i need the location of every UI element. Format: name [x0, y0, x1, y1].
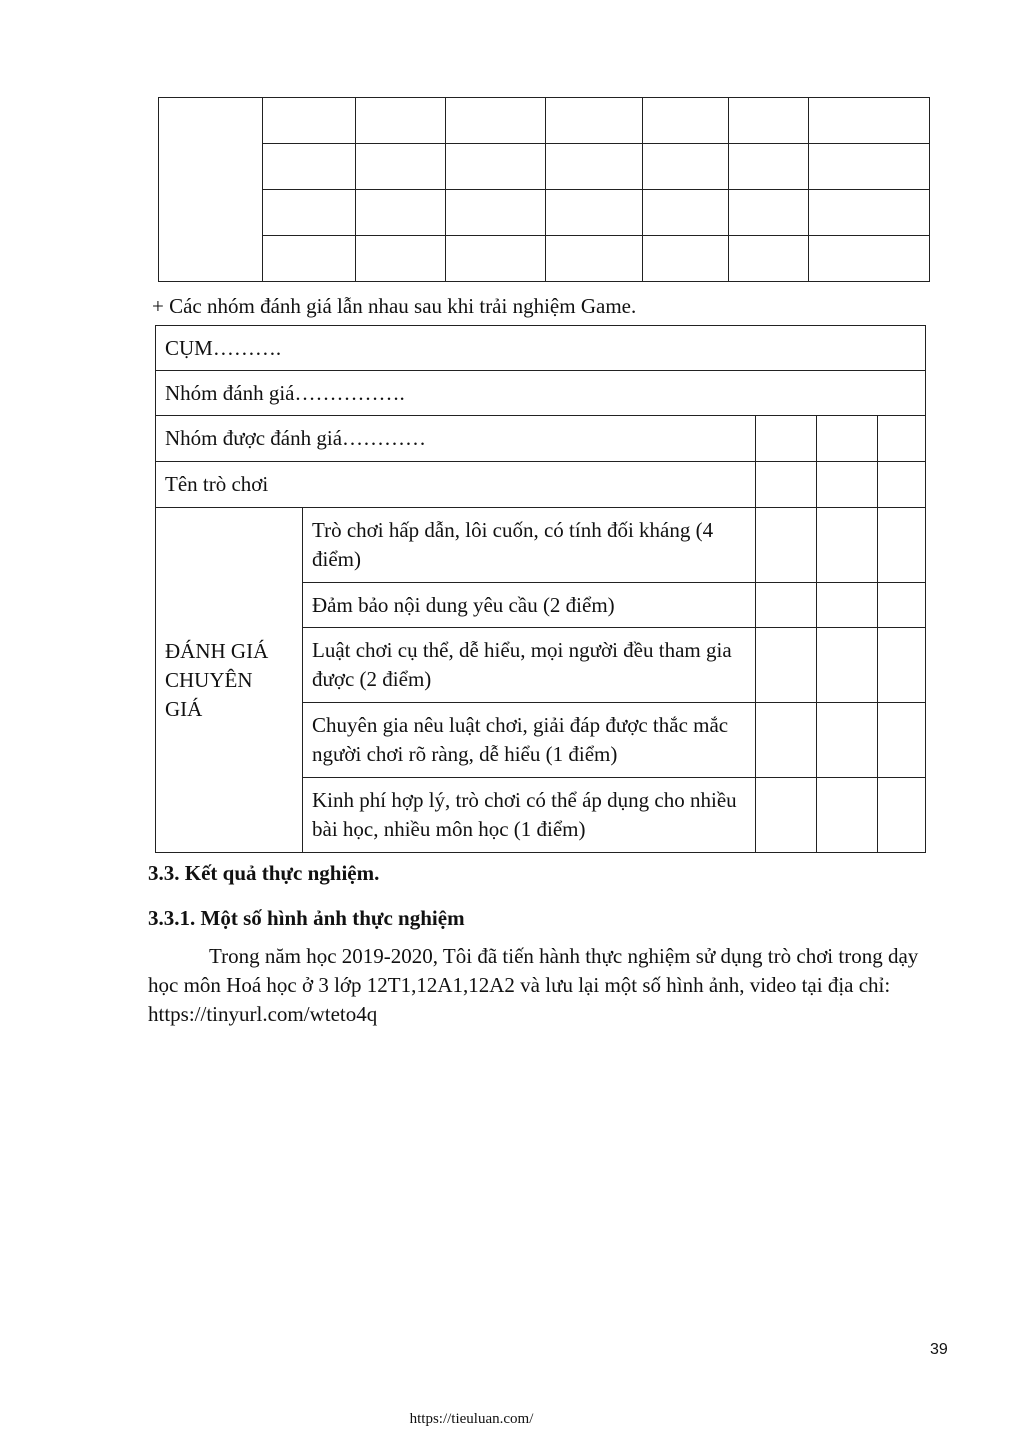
table-cell: [356, 236, 446, 282]
score-cell: [756, 778, 817, 853]
body-paragraph: [148, 942, 948, 1029]
score-cell: [817, 508, 878, 583]
subsection-heading-images: 3.3.1. Một số hình ảnh thực nghiệm: [148, 906, 465, 930]
table-cell: [263, 190, 356, 236]
table-cell: [809, 98, 930, 144]
criterion-3: Luật chơi cụ thể, dễ hiểu, mọi người đều tham gia được (2 điểm): [303, 628, 756, 703]
table-cell: [643, 190, 729, 236]
score-cell: [756, 462, 817, 508]
section-heading-results: 3.3. Kết quả thực nghiệm.: [148, 861, 380, 885]
criterion-2: Đảm bảo nội dung yêu cầu (2 điểm): [303, 583, 756, 628]
score-cell: [878, 628, 926, 703]
empty-score-table: [158, 97, 930, 282]
table-cell: [263, 144, 356, 190]
table-cell: [446, 144, 546, 190]
table-cell: [729, 236, 809, 282]
game-name-row: Tên trò chơi: [156, 462, 756, 508]
evaluator-row: Nhóm đánh giá…………….: [156, 371, 926, 416]
table-cell: [643, 98, 729, 144]
criterion-5: Kinh phí hợp lý, trò chơi có thể áp dụng cho nhiều bài học, nhiều môn học (1 điểm): [303, 778, 756, 853]
table-cell: [263, 98, 356, 144]
table-cell: [446, 236, 546, 282]
score-cell: [756, 703, 817, 778]
table-cell: [546, 144, 643, 190]
table-cell: [356, 190, 446, 236]
table-cell: [446, 98, 546, 144]
table-cell: [729, 190, 809, 236]
score-cell: [756, 508, 817, 583]
score-cell: [817, 628, 878, 703]
table-cell: [446, 190, 546, 236]
section-label-text: ĐÁNH GIÁ CHUYÊN GIÁ: [165, 638, 269, 721]
table-cell: [356, 144, 446, 190]
footer-url[interactable]: https://tieuluan.com/: [409, 1411, 534, 1427]
page-number: 39: [930, 1341, 948, 1358]
table-cell: [356, 98, 446, 144]
score-cell: [878, 462, 926, 508]
evaluation-table: [155, 325, 926, 853]
score-cell: [878, 416, 926, 462]
table-cell: [809, 236, 930, 282]
table-cell: [809, 144, 930, 190]
score-cell: [756, 416, 817, 462]
table-cell: [809, 190, 930, 236]
score-cell: [817, 462, 878, 508]
score-cell: [817, 583, 878, 628]
table-cell: [546, 190, 643, 236]
score-cell: [817, 703, 878, 778]
score-cell: [756, 628, 817, 703]
score-cell: [878, 703, 926, 778]
score-cell: [878, 778, 926, 853]
section-label: [156, 508, 303, 853]
criterion-1: Trò chơi hấp dẫn, lôi cuốn, có tính đối kháng (4 điểm): [303, 508, 756, 583]
score-cell: [878, 508, 926, 583]
table-cell: [729, 144, 809, 190]
criterion-4: Chuyên gia nêu luật chơi, giải đáp được thắc mắc người chơi rõ ràng, dễ hiểu (1 điểm): [303, 703, 756, 778]
table-cell: [546, 236, 643, 282]
table-cell: [546, 98, 643, 144]
cum-row: CỤM……….: [156, 326, 926, 371]
table-cell: [643, 144, 729, 190]
table-cell: [643, 236, 729, 282]
score-cell: [817, 778, 878, 853]
score-cell: [878, 583, 926, 628]
table-cell: [263, 236, 356, 282]
score-cell: [756, 583, 817, 628]
body-paragraph-text: Trong năm học 2019-2020, Tôi đã tiến hành thực nghiệm sử dụng trò chơi trong dạy học môn Hoá học ở 3 lớp 12T1,12A1,12A2 và lưu lại một số hình ảnh, video tại địa chỉ: https://tinyurl.com/wteto4q: [148, 944, 919, 1026]
evaluated-row: Nhóm được đánh giá…………: [156, 416, 756, 462]
score-cell: [817, 416, 878, 462]
intro-line: + Các nhóm đánh giá lẫn nhau sau khi trải nghiệm Game.: [152, 294, 637, 318]
table-cell: [729, 98, 809, 144]
table-cell: [159, 98, 263, 282]
